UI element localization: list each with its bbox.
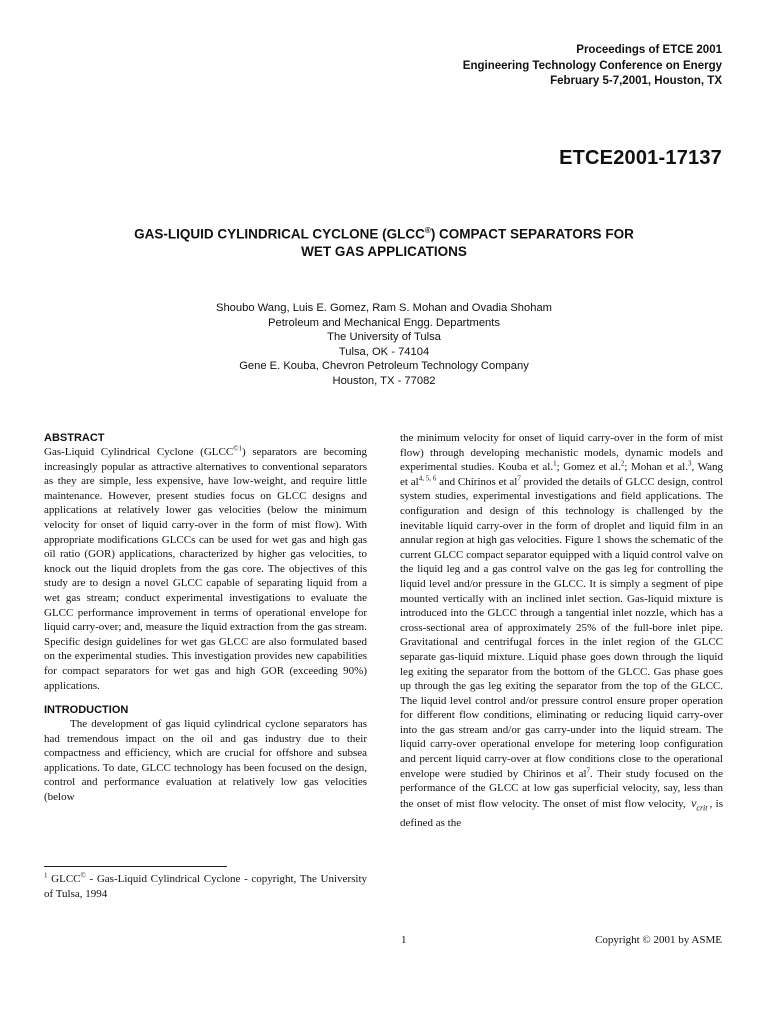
- proceedings-line-1: Proceedings of ETCE 2001: [576, 44, 722, 56]
- registered-mark: ®: [424, 226, 431, 235]
- right-column: [400, 431, 723, 830]
- author-company: Gene E. Kouba, Chevron Petroleum Technology Company: [239, 360, 529, 372]
- rc-text-7: . Their study focused on the performance of the GLCC at low gas superficial velocity, say, less than the onset of mist flow velocity. The onset of mist flow velocity,: [400, 767, 724, 810]
- abstract-text-start: Gas-Liquid Cylindrical Cyclone (GLCC: [44, 446, 234, 458]
- proceedings-header: [322, 43, 722, 90]
- v-symbol: v: [691, 795, 697, 810]
- abstract-text-body: ) separators are becoming increasingly popular as attractive alternatives to conventional separators as they are simple, less expensive, have low-weight, and require little maintenance. However, present studies focus on GLCC designs and applications at relatively lower gas velocities (below the minimum velocity for onset of liquid carry-over in the form of mist flow). With appropriate modifications GLCCs can be used for wet gas and high gas oil ratio (GOR) applications, characterized by higher gas velocities, to knock out the liquid droplets from the gas core. The objectives of this study are to design a novel GLCC capable of separating liquid from a wet gas stream; conduct experimental investigations to evaluate the GLCC performance improvement in terms of operational envelope for liquid carry-over; and, measure the liquid extraction from the gas stream. Specific design guidelines for wet gas GLCC are also formulated based on the experimental studies. This investigation provides new capabilities for compact separators for wet gas and high GOR (exceeding 90%) applications.: [44, 446, 368, 692]
- abstract-copyright-sup: ©1: [233, 444, 243, 453]
- ref-sup-3: 3: [687, 459, 692, 468]
- ref-sup-6: 7: [586, 766, 591, 774]
- author-names: Shoubo Wang, Luis E. Gomez, Ram S. Mohan and Ovadia Shoham: [215, 302, 552, 314]
- paper-id: ETCE2001-17137: [559, 147, 722, 169]
- footnote-marker: 1: [44, 871, 48, 880]
- rc-text-5: and Chirinos et al: [436, 475, 518, 488]
- ref-sup-5: 7: [517, 474, 521, 483]
- title-line-1: [40, 222, 728, 243]
- rc-text-3: ; Mohan et al.: [624, 461, 688, 474]
- abstract-heading: ABSTRACT: [44, 432, 105, 444]
- page-number: 1: [401, 934, 407, 946]
- footnote-rule: [44, 866, 227, 867]
- ref-sup-1: 1: [553, 459, 557, 468]
- rc-text-6: provided the details of GLCC design, control system studies, experimental investigations and field applications. The configuration and design of this technology is challenged by the inevitable liquid carry-over in the form of droplet and liquid film in an annular region at high gas velocities. Figure 1 shows the schematic of the current GLCC compact separator equipped with a liquid control valve on the liquid leg and a gas control valve on the gas leg for controlling the liquid level and/or pressure in the GLCC. It is simply a segment of pipe mounted vertically with an inclined inlet section. Gas-liquid mixture is introduced into the GLCC through a tangential inlet nozzle, which has a cross-sectional area of approximately 25% of the full-bore inlet pipe. Gravitational and centrifugal forces in the inlet region of the GLCC separate gas-liquid mixture. Liquid phase goes down through the liquid leg exiting the separator from the bottom of the GLCC. Gas phase goes up through the gas leg exiting the separator from the top of the GLCC. The liquid level control and/or pressure control ensure proper operation for different flow conditions, eliminating or reducing liquid carry-over into the gas stream and/or gas carry-under into the liquid stream. The liquid carry-over operational envelope for metering loop configuration and percent liquid carry-over at flow conditions close to the operational envelope were studied by Chirinos et al: [400, 475, 723, 780]
- footnote-copyright-mark: ©: [80, 871, 86, 880]
- title-line-2: WET GAS APPLICATIONS: [301, 243, 467, 259]
- rc-text-4: , Wang et al: [400, 461, 724, 488]
- rc-text-2: ; Gomez et al.: [556, 461, 621, 474]
- author-city: Tulsa, OK - 74104: [338, 345, 430, 358]
- v-subscript: crit: [696, 803, 708, 813]
- left-column: [44, 431, 367, 805]
- author-block: [40, 301, 728, 388]
- v-crit-symbol: [689, 795, 709, 813]
- author-university: The University of Tulsa: [327, 331, 441, 343]
- rc-text-1: the minimum velocity for onset of liquid carry-over in the form of mist flow) through developing mechanistic models, dynamic models and experimental studies. Kouba et al.: [400, 432, 723, 474]
- ref-sup-4: 4, 5, 6: [418, 474, 437, 483]
- title-part-1: GAS-LIQUID CYLINDRICAL CYCLONE (GLCC: [134, 226, 425, 242]
- copyright-notice: Copyright © 2001 by ASME: [595, 934, 722, 946]
- title-part-2: ) COMPACT SEPARATORS FOR: [430, 226, 634, 242]
- abstract-text: [44, 445, 367, 693]
- introduction-text: The development of gas liquid cylindrical cyclone separators has had tremendous impact on the oil and gas industry due to their compactness and efficiency, which are crucial for offshore and subsea applications. To date, GLCC technology has been focused on the design, control and performance evaluation at relatively low gas velocities (below: [44, 718, 367, 804]
- footnote-text: - Gas-Liquid Cylindrical Cyclone - copyright, The University of Tulsa, 1994: [44, 873, 368, 900]
- footnote: [44, 872, 367, 901]
- introduction-heading: INTRODUCTION: [44, 704, 129, 717]
- ref-sup-2: 2: [620, 459, 625, 468]
- author-department: Petroleum and Mechanical Engg. Departments: [268, 316, 500, 329]
- rc-text-8: , is defined as the: [400, 797, 723, 829]
- paper-title: [40, 222, 728, 260]
- footnote-glcc: GLCC: [47, 873, 81, 885]
- right-column-text: [400, 431, 723, 830]
- proceedings-line-3: February 5-7,2001, Houston, TX: [550, 75, 722, 87]
- author-company-city: Houston, TX - 77082: [332, 374, 436, 387]
- proceedings-line-2: Engineering Technology Conference on Energy: [462, 59, 722, 72]
